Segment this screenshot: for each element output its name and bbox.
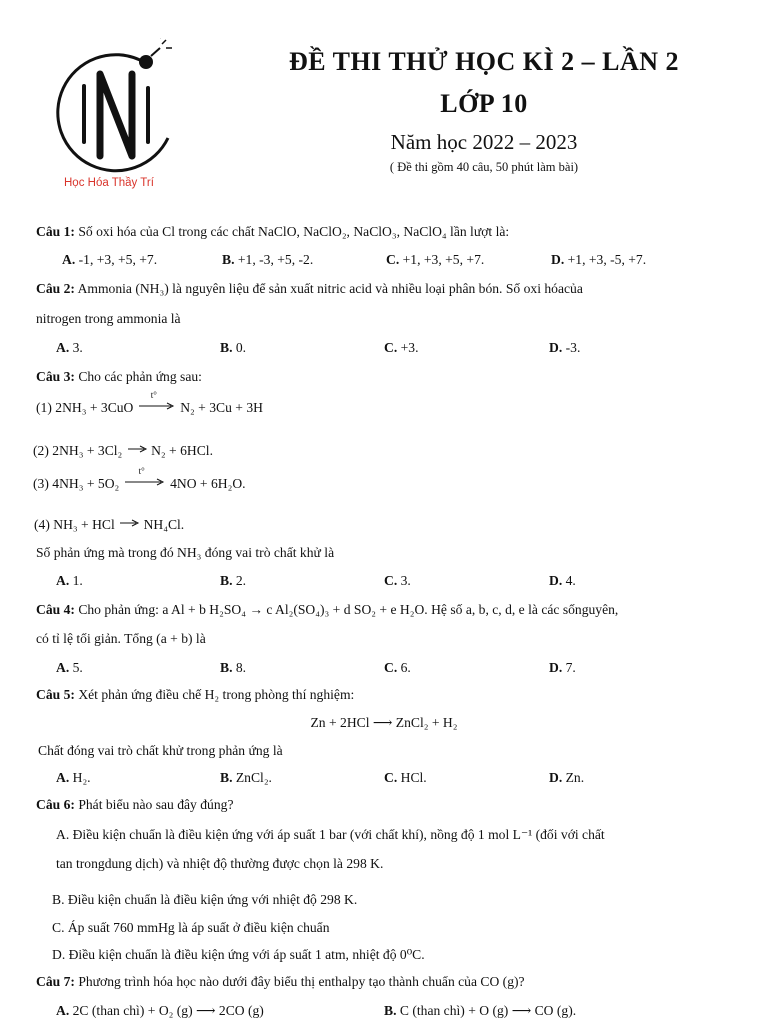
q3-option-b[interactable]: B. 2.	[220, 573, 247, 588]
q4-option-b[interactable]: B. 8.	[220, 660, 247, 675]
q6-option-a-cont: tan trongdung dịch) và nhiệt độ thường được chọn là 298 K.	[56, 856, 384, 871]
exam-title: ĐỀ THI THỬ HỌC KÌ 2 – LẦN 2	[288, 47, 680, 76]
school-year: Năm học 2022 – 2023	[390, 130, 578, 154]
q5-option-b[interactable]: B. ZnCl₂.	[220, 770, 272, 785]
question-label: Câu 4:	[36, 602, 75, 617]
question-text: Xét phản ứng điều chế H₂ trong phòng thí nghiệm:	[78, 687, 355, 702]
question-2	[36, 281, 583, 297]
reaction-3: (3) 4NH₃ + 5O₂ t° 4NO + 6H₂O.	[33, 466, 246, 491]
question-3	[36, 369, 202, 385]
q3-option-d[interactable]: D. 4.	[549, 573, 576, 588]
q6-option-d[interactable]: D. Điều kiện chuẩn là điều kiện ứng với áp suất 1 atm, nhiệt độ 0⁰C.	[52, 947, 425, 962]
q1-option-b[interactable]: B. +1, -3, +5, -2.	[222, 252, 314, 267]
question-label: Câu 1:	[36, 224, 75, 239]
exam-grade: LỚP 10	[440, 89, 528, 118]
logo-text: NT	[115, 38, 117, 39]
question-text: Phát biểu nào sau đây đúng?	[78, 797, 234, 812]
nt-logo-icon	[40, 38, 190, 188]
question-5-ask: Chất đóng vai trò chất khử trong phản ứng là	[38, 743, 283, 758]
exam-note: ( Đề thi gồm 40 câu, 50 phút làm bài)	[389, 160, 579, 174]
q5-option-d[interactable]: D. Zn.	[549, 770, 585, 785]
logo-caption: Học Hóa Thầy Trí	[64, 177, 154, 189]
question-1	[36, 224, 509, 240]
arrow-icon	[118, 517, 140, 529]
q2-option-b[interactable]: B. 0.	[220, 340, 247, 355]
question-5	[36, 687, 354, 703]
arrow-icon: t°	[137, 400, 177, 412]
question-text: Cho các phản ứng sau:	[78, 369, 202, 384]
question-text: Số oxi hóa của Cl trong các chất NaClO, NaClO₂, NaClO₃, NaClO₄ lần lượt là:	[78, 224, 510, 239]
q5-option-a[interactable]: A. H₂.	[56, 770, 91, 785]
question-7	[36, 974, 525, 990]
q6-option-c[interactable]: C. Áp suất 760 mmHg là áp suất ở điều kiện chuẩn	[52, 920, 330, 935]
question-label: Câu 5:	[36, 687, 75, 702]
q1-option-c[interactable]: C. +1, +3, +5, +7.	[386, 252, 485, 267]
q3-option-a[interactable]: A. 1.	[56, 573, 83, 588]
q1-option-a[interactable]: A. -1, +3, +5, +7.	[62, 252, 158, 267]
q4-option-a[interactable]: A. 5.	[56, 660, 83, 675]
question-3-ask: Số phản ứng mà trong đó NH₃ đóng vai trò chất khử là	[36, 545, 335, 560]
arrow-icon: t°	[123, 476, 167, 488]
question-text: Phương trình hóa học nào dưới đây biểu thị enthalpy tạo thành chuẩn của CO (g)?	[78, 974, 525, 989]
question-label: Câu 3:	[36, 369, 75, 384]
question-4-cont: có tỉ lệ tối giản. Tổng (a + b) là	[36, 631, 206, 646]
q6-option-b[interactable]: B. Điều kiện chuẩn là điều kiện ứng với nhiệt độ 298 K.	[52, 892, 358, 907]
question-2-cont: nitrogen trong ammonia là	[36, 311, 181, 326]
q3-option-c[interactable]: C. 3.	[384, 573, 411, 588]
q7-option-a[interactable]: A. 2C (than chì) + O₂ (g) ⟶ 2CO (g)	[56, 1003, 264, 1018]
q6-option-a[interactable]: A. Điều kiện chuẩn là điều kiện ứng với áp suất 1 bar (với chất khí), nồng độ 1 mol L⁻¹ (đối với chất	[56, 827, 605, 842]
q2-option-a[interactable]: A. 3.	[56, 340, 83, 355]
logo	[40, 38, 190, 198]
q4-option-d[interactable]: D. 7.	[549, 660, 576, 675]
question-label: Câu 6:	[36, 797, 75, 812]
q2-option-d[interactable]: D. -3.	[549, 340, 581, 355]
arrow-icon	[126, 443, 148, 455]
q4-option-c[interactable]: C. 6.	[384, 660, 411, 675]
reaction-4: (4) NH₃ + HCl NH₄Cl.	[34, 517, 185, 532]
question-4	[36, 602, 618, 618]
question-text: Ammonia (NH₃) là nguyên liệu để sản xuất nitric acid và nhiều loại phân bón. Số oxi hóacủa	[77, 281, 583, 296]
question-label: Câu 7:	[36, 974, 75, 989]
question-6	[36, 797, 233, 813]
equation: Zn + 2HCl ⟶ ZnCl₂ + H₂	[310, 715, 458, 730]
question-text: Cho phản ứng: a Al + b H₂SO₄ → c Al₂(SO₄)₃ + d SO₂ + e H₂O. Hệ số a, b, c, d, e là các sốnguyên,	[78, 602, 619, 617]
q7-option-b[interactable]: B. C (than chì) + O (g) ⟶ CO (g).	[384, 1003, 577, 1018]
q5-option-c[interactable]: C. HCl.	[384, 770, 427, 785]
reaction-1: (1) 2NH₃ + 3CuO t° N₂ + 3Cu + 3H	[36, 390, 263, 415]
q2-option-c[interactable]: C. +3.	[384, 340, 419, 355]
reaction-2: (2) 2NH₃ + 3Cl₂ N₂ + 6HCl.	[33, 443, 213, 458]
question-label: Câu 2:	[36, 281, 75, 296]
q1-option-d[interactable]: D. +1, +3, -5, +7.	[551, 252, 647, 267]
